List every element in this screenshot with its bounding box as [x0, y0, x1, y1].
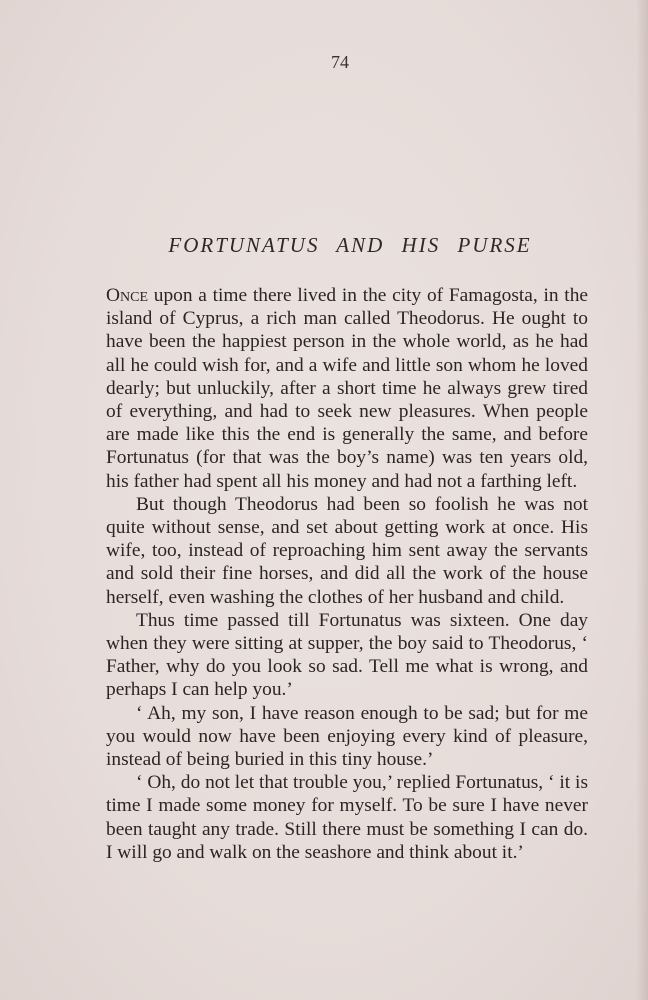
page-number: 74 — [331, 52, 349, 72]
paragraph-lead-word: Once — [106, 285, 149, 306]
paragraph-5: ‘ Oh, do not let that trouble you,’ replied Fortunatus, ‘ it is time I made some money for myself. To be sure I have never been taught any trade. Still there must be something I can do. I will go and walk on the seashore and think about it.’ — [106, 772, 588, 863]
page-edge-shadow — [636, 0, 648, 1000]
paragraph-4: ‘ Ah, my son, I have reason enough to be sad; but for me you would now have been enjoying every kind of pleasure, instead of being buried in this tiny house.’ — [106, 702, 588, 771]
paragraph-3: Thus time passed till Fortunatus was sixteen. One day when they were sitting at supper, the boy said to Theodorus, ‘ Father, why do you look so sad. Tell me what is wrong, and perhaps I can help you.’ — [106, 609, 588, 701]
chapter-title: FORTUNATUS AND HIS PURSE — [168, 233, 532, 257]
paragraph-1 — [106, 284, 588, 493]
paragraph-2: But though Theodorus had been so foolish he was not quite without sense, and set about getting work at once. His wife, too, instead of reproaching him sent away the servants and sold their fine horses, and did all the work of the house herself, even washing the clothes of her husband and child. — [106, 493, 588, 608]
paragraph-text: upon a time there lived in the city of Famagosta, in the island of Cyprus, a rich man called Theodorus. He ought to have been the happiest person in the whole world, as he had all he could wish for, and a wife and little son whom he loved dearly; but unluckily, after a short time he always grew tired of everything, and had to seek new pleasures. When people are made like this the end is generally the same, and before Fortunatus (for that was the boy’s name) was ten years old, his father had spent all his money and had not a farthing left. — [106, 285, 588, 492]
body-text — [106, 284, 588, 864]
